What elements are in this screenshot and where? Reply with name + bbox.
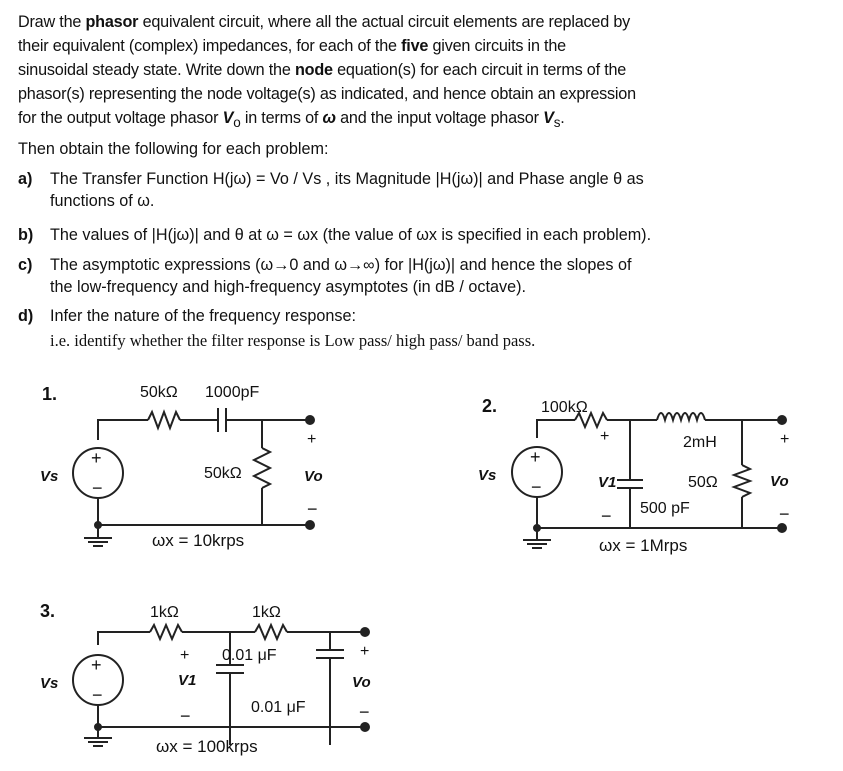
c1-c1-label: 1000pF bbox=[205, 384, 260, 401]
svg-text:+: + bbox=[180, 647, 190, 664]
c3-c2-label: 0.01 μF bbox=[251, 699, 306, 716]
c2-series-resistor bbox=[575, 413, 607, 427]
circuit-3-number: 3. bbox=[40, 601, 56, 621]
c1-r1-label: 50kΩ bbox=[140, 384, 178, 401]
c3-output-terminal-top bbox=[361, 628, 369, 636]
c1-vo-label: Vo bbox=[304, 468, 323, 485]
c3-vs-label: Vs bbox=[40, 675, 59, 692]
svg-text:+: + bbox=[530, 447, 541, 467]
c2-vo-label: Vo bbox=[770, 473, 789, 490]
c2-vs-label: Vs bbox=[478, 467, 497, 484]
svg-text:−: − bbox=[180, 706, 191, 726]
svg-text:−: − bbox=[307, 499, 318, 519]
circuit-1-number: 1. bbox=[42, 384, 58, 404]
c1-top-wire-left bbox=[98, 420, 148, 440]
c1-output-terminal-bottom bbox=[306, 521, 314, 529]
c2-inductor bbox=[657, 413, 705, 420]
c1-wx-label: ωx = 10krps bbox=[152, 531, 245, 550]
c2-output-terminal-bottom bbox=[778, 524, 786, 532]
c3-c1-label: 0.01 μF bbox=[222, 647, 277, 664]
c3-resistor-1 bbox=[150, 625, 182, 639]
c1-series-resistor bbox=[148, 412, 180, 428]
c3-wx-label: ωx = 100krps bbox=[156, 737, 258, 756]
intro-line-4: phasor(s) representing the node voltage(s) as indicated, and hence obtain an expression bbox=[18, 85, 636, 103]
svg-text:−: − bbox=[92, 685, 103, 705]
svg-text:+: + bbox=[360, 643, 370, 660]
intro-line-5: for the output voltage phasor $V_o$ in terms of ω and the input voltage phasor $V_s$. bbox=[18, 109, 565, 131]
c2-l1-label: 2mH bbox=[683, 434, 717, 451]
c1-r2-label: 50kΩ bbox=[204, 465, 242, 482]
c2-wx-label: ωx = 1Mrps bbox=[599, 536, 688, 555]
c3-r1-label: 1kΩ bbox=[150, 604, 179, 621]
c3-r2-label: 1kΩ bbox=[252, 604, 281, 621]
c1-vs-label: Vs bbox=[40, 468, 59, 485]
svg-text:−: − bbox=[359, 702, 370, 722]
intro-line-3: sinusoidal steady state. Write down the node equation(s) for each circuit in terms of the bbox=[18, 61, 627, 79]
intro-line-2: their equivalent (complex) impedances, for each of the five given circuits in the bbox=[18, 37, 566, 55]
c2-output-terminal-top bbox=[778, 416, 786, 424]
svg-text:−: − bbox=[531, 477, 542, 497]
svg-text:+: + bbox=[307, 431, 317, 448]
svg-text:−: − bbox=[92, 478, 103, 498]
list-item-c: c) The asymptotic expressions (ω→0 and ω→∞) for |H(jω)| and hence the slopes of the low-frequency and high-frequency asymptotes (in dB / octave). bbox=[18, 256, 632, 296]
circuit-1 bbox=[40, 384, 323, 550]
c2-r1-label: 100kΩ bbox=[541, 399, 588, 416]
c2-c1-label: 500 pF bbox=[640, 500, 690, 517]
c2-v1-label: V1 bbox=[598, 474, 617, 491]
c2-top-wire-left bbox=[537, 420, 575, 438]
c1-output-terminal-top bbox=[306, 416, 314, 424]
svg-text:+: + bbox=[600, 428, 610, 445]
circuit-2-number: 2. bbox=[482, 396, 498, 416]
c3-vo-label: Vo bbox=[352, 674, 371, 691]
c3-v1-label: V1 bbox=[178, 672, 197, 689]
list-item-a: a) The Transfer Function H(jω) = Vo / Vs , its Magnitude |H(jω)| and Phase angle θ as functions of ω. bbox=[18, 170, 644, 210]
instruction-note: i.e. identify whether the filter response is Low pass/ high pass/ band pass. bbox=[50, 331, 536, 350]
svg-text:+: + bbox=[780, 431, 790, 448]
svg-text:+: + bbox=[91, 448, 102, 468]
svg-text:+: + bbox=[91, 655, 102, 675]
circuit-3 bbox=[40, 601, 371, 756]
svg-text:−: − bbox=[601, 506, 612, 526]
c2-r2-label: 50Ω bbox=[688, 474, 718, 491]
svg-text:−: − bbox=[779, 504, 790, 524]
c1-shunt-resistor bbox=[254, 448, 270, 488]
circuit-2 bbox=[478, 396, 790, 555]
intro-line-1: Draw the phasor equivalent circuit, where all the actual circuit elements are replaced by bbox=[18, 13, 631, 31]
c3-top-wire-left bbox=[98, 632, 150, 645]
then-heading: Then obtain the following for each problem: bbox=[18, 140, 329, 158]
c2-shunt-resistor bbox=[734, 465, 750, 497]
c3-output-terminal-bottom bbox=[361, 723, 369, 731]
c3-resistor-2 bbox=[255, 625, 287, 639]
